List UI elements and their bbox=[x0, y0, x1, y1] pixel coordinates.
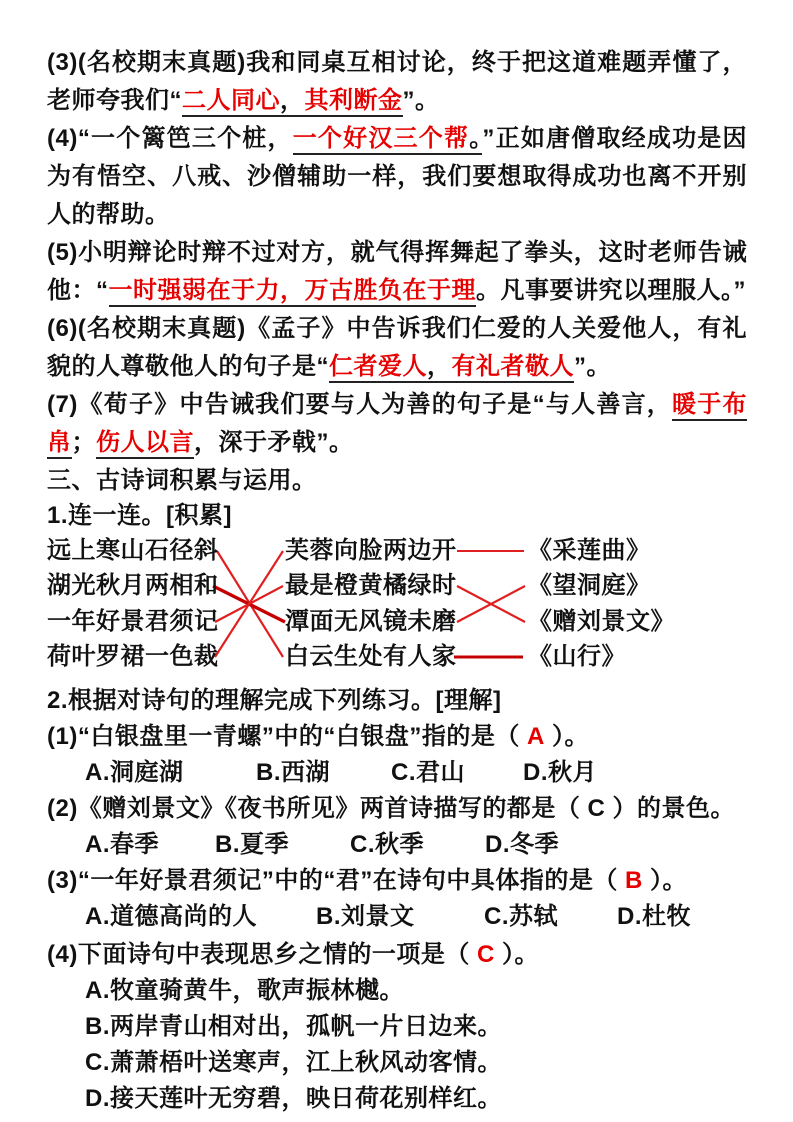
text-segment: ； bbox=[71, 429, 96, 456]
option-a: A.春季 bbox=[85, 831, 159, 858]
option-b: B.刘景文 bbox=[316, 903, 415, 930]
mc-question-4 bbox=[47, 937, 747, 973]
match-mid-3: 潭面无风镜未磨 bbox=[285, 608, 457, 635]
match-title-4: 《山行》 bbox=[528, 643, 626, 670]
fill-blank-item-3 bbox=[47, 44, 747, 120]
text-segment: (7)《荀子》中告诫我们要与人为善的句子是“与人善言， bbox=[47, 391, 673, 418]
text-segment: ”正如唐僧取经成功是因为有悟空、八戒、沙僧辅助一样，我们要想取得成功也离不开别人的帮助。 bbox=[47, 125, 748, 228]
answer-text: B bbox=[625, 867, 643, 894]
text-segment: (1)“白银盘里一青螺”中的“白银盘”指的是（ bbox=[47, 723, 527, 750]
mc-options-3 bbox=[47, 899, 747, 935]
answer-text: 一时强弱在于力，万古胜负在于理 bbox=[109, 277, 477, 307]
match-title-3: 《赠刘景文》 bbox=[528, 608, 675, 635]
match-mid-2: 最是橙黄橘绿时 bbox=[285, 572, 457, 599]
option-d: D.冬季 bbox=[485, 831, 559, 858]
match-title-2: 《望洞庭》 bbox=[528, 572, 651, 599]
text-segment: C bbox=[587, 795, 606, 822]
text-segment: ，深于矛戟”。 bbox=[194, 429, 354, 456]
text-segment: (3)“一年好景君须记”中的“君”在诗句中具体指的是（ bbox=[47, 867, 625, 894]
text-segment: (5)小明辩论时辩不过对方，就气得挥舞起了拳头，这时老师告诫他：“ bbox=[47, 239, 747, 304]
text-segment: 。凡事要讲究以理服人。” bbox=[476, 277, 746, 304]
match-mid-4: 白云生处有人家 bbox=[285, 643, 457, 670]
match-mid-1: 芙蓉向脸两边开 bbox=[285, 537, 457, 564]
fill-blank-item-4 bbox=[47, 120, 747, 234]
option-d: D.接天莲叶无穷碧，映日荷花别样红。 bbox=[85, 1085, 502, 1112]
option-a: A.洞庭湖 bbox=[85, 759, 184, 786]
text-segment: ， bbox=[427, 353, 452, 383]
option-d: D.秋月 bbox=[523, 759, 597, 786]
option-c: C.萧萧梧叶送寒声，江上秋风动客情。 bbox=[85, 1049, 502, 1076]
option-c: C.秋季 bbox=[350, 831, 424, 858]
answer-text: 二人同心 bbox=[182, 87, 280, 117]
matching-exercise bbox=[47, 537, 747, 683]
mc-question-2 bbox=[47, 791, 747, 827]
text-segment: ）。 bbox=[494, 941, 540, 968]
answer-text: A bbox=[527, 723, 545, 750]
fill-blank-item-7 bbox=[47, 386, 747, 462]
mc-question-1 bbox=[47, 719, 747, 755]
answer-text: C bbox=[477, 941, 495, 968]
section-three-heading: 三、古诗词积累与运用。 bbox=[47, 467, 317, 494]
text-segment: (6)(名校期末真题)《孟子》中告诉我们仁爱的人关爱他人，有礼貌的人尊敬他人的句子是“ bbox=[47, 315, 747, 380]
mc-options-2 bbox=[47, 827, 747, 863]
answer-text: 其利断金 bbox=[305, 87, 403, 117]
match-left-1: 远上寒山石径斜 bbox=[47, 537, 219, 564]
option-b: B.两岸青山相对出，孤帆一片日边来。 bbox=[85, 1013, 502, 1040]
text-segment: ”。 bbox=[402, 87, 440, 114]
answer-text: 仁者爱人 bbox=[329, 353, 427, 383]
text-segment: (2)《赠刘景文》《夜书所见》两首诗描写的都是（ bbox=[47, 795, 588, 822]
option-a: A.牧童骑黄牛，歌声振林樾。 bbox=[85, 977, 404, 1004]
option-c: C.君山 bbox=[391, 759, 465, 786]
text-segment: ）的景色。 bbox=[605, 795, 736, 822]
mc-question-3 bbox=[47, 863, 747, 899]
text-segment: 。 bbox=[469, 125, 482, 155]
answer-text: 有礼者敬人 bbox=[452, 353, 575, 383]
text-segment: (3)(名校期末真题)我和同桌互相讨论，终于把这道难题弄懂了，老师夸我们“ bbox=[47, 49, 747, 114]
option-b: B.夏季 bbox=[215, 831, 289, 858]
answer-text: 一个好汉三个帮 bbox=[293, 125, 469, 155]
text-segment: ）。 bbox=[642, 867, 688, 894]
match-left-4: 荷叶罗裙一色裁 bbox=[47, 643, 219, 670]
exercise-2-heading: 2.根据对诗句的理解完成下列练习。[理解] bbox=[47, 687, 502, 714]
match-title-1: 《采莲曲》 bbox=[528, 537, 651, 564]
text-segment: (4)下面诗句中表现思乡之情的一项是（ bbox=[47, 941, 477, 968]
match-left-3: 一年好景君须记 bbox=[47, 608, 219, 635]
text-segment: ）。 bbox=[544, 723, 590, 750]
answer-text: 暖于布帛 bbox=[47, 391, 747, 459]
mc-options-4 bbox=[47, 973, 747, 1117]
text-segment: ”。 bbox=[574, 353, 611, 380]
fill-blank-item-6 bbox=[47, 310, 747, 386]
text-segment: ， bbox=[280, 87, 305, 117]
option-b: B.西湖 bbox=[256, 759, 330, 786]
fill-blank-item-5 bbox=[47, 234, 747, 310]
option-d: D.杜牧 bbox=[617, 903, 691, 930]
mc-options-1 bbox=[47, 755, 747, 791]
answer-text: 伤人以言 bbox=[96, 429, 194, 459]
exercise-1-heading: 1.连一连。[积累] bbox=[47, 502, 232, 529]
text-segment: (4)“一个篱笆三个桩， bbox=[47, 125, 293, 152]
option-c: C.苏轼 bbox=[484, 903, 558, 930]
option-a: A.道德高尚的人 bbox=[85, 903, 257, 930]
match-left-2: 湖光秋月两相和 bbox=[47, 572, 219, 599]
